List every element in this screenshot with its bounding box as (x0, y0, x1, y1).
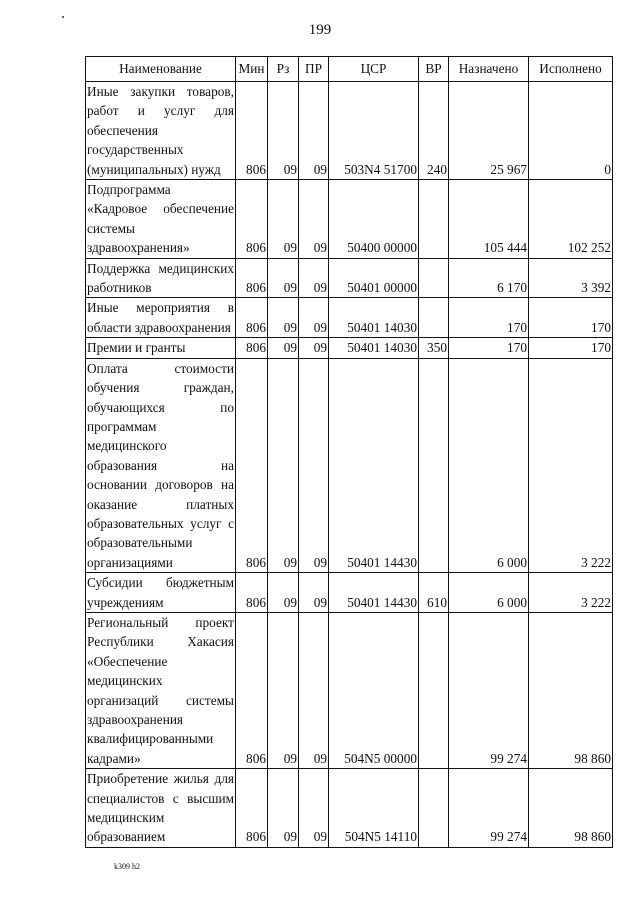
row-vr: 350 (419, 338, 449, 358)
row-min: 806 (236, 258, 268, 298)
table-row (86, 180, 613, 259)
row-name: Иные мероприятия в области здравоохранения (86, 298, 236, 338)
row-executed: 170 (529, 338, 613, 358)
row-pr: 09 (299, 612, 329, 768)
header-min: Мин (236, 57, 268, 82)
row-min: 806 (236, 298, 268, 338)
row-min: 806 (236, 573, 268, 613)
header-csr: ЦСР (329, 57, 419, 82)
row-rz: 09 (268, 258, 299, 298)
row-name: Оплата стоимости обучения граждан, обучающихся по программам медицинского образования на основании договоров на оказание платных образовательных услуг с образовательными организациями (86, 358, 236, 572)
row-executed: 3 392 (529, 258, 613, 298)
table-row (86, 298, 613, 338)
row-assigned: 170 (449, 338, 529, 358)
row-pr: 09 (299, 258, 329, 298)
page-number: 199 (308, 22, 332, 38)
row-name: Региональный проект Республики Хакасия «Обеспечение медицинских организаций системы здравоохранения квалифицированными кадрами» (86, 612, 236, 768)
table-row (86, 82, 613, 180)
row-assigned: 6 000 (449, 358, 529, 572)
row-rz: 09 (268, 769, 299, 848)
row-name: Премии и гранты (86, 338, 236, 358)
row-executed: 98 860 (529, 769, 613, 848)
row-pr: 09 (299, 769, 329, 848)
table-row (86, 573, 613, 613)
row-vr (419, 298, 449, 338)
row-executed: 170 (529, 298, 613, 338)
row-pr: 09 (299, 82, 329, 180)
header-assigned: Назначено (449, 57, 529, 82)
row-csr: 50401 00000 (329, 258, 419, 298)
row-name: Подпрограмма «Кадровое обеспечение системы здравоохранения» (86, 180, 236, 259)
row-executed: 3 222 (529, 358, 613, 572)
row-pr: 09 (299, 180, 329, 259)
table-row (86, 358, 613, 572)
row-csr: 50401 14030 (329, 298, 419, 338)
row-pr: 09 (299, 358, 329, 572)
row-vr: 240 (419, 82, 449, 180)
row-min: 806 (236, 769, 268, 848)
row-executed: 0 (529, 82, 613, 180)
row-pr: 09 (299, 573, 329, 613)
row-rz: 09 (268, 573, 299, 613)
row-vr (419, 180, 449, 259)
row-name: Поддержка медицинских работников (86, 258, 236, 298)
row-vr (419, 358, 449, 572)
row-rz: 09 (268, 180, 299, 259)
row-csr: 503N4 51700 (329, 82, 419, 180)
row-name: Субсидии бюджетным учреждениям (86, 573, 236, 613)
row-vr: 610 (419, 573, 449, 613)
row-pr: 09 (299, 338, 329, 358)
scan-speck (62, 16, 64, 18)
row-rz: 09 (268, 612, 299, 768)
row-rz: 09 (268, 338, 299, 358)
row-assigned: 6 170 (449, 258, 529, 298)
row-csr: 504N5 00000 (329, 612, 419, 768)
table-row (86, 258, 613, 298)
row-executed: 102 252 (529, 180, 613, 259)
header-pr: ПР (299, 57, 329, 82)
row-rz: 09 (268, 298, 299, 338)
row-executed: 98 860 (529, 612, 613, 768)
header-executed: Исполнено (529, 57, 613, 82)
header-vr: ВР (419, 57, 449, 82)
row-vr (419, 769, 449, 848)
row-csr: 50400 00000 (329, 180, 419, 259)
row-min: 806 (236, 612, 268, 768)
row-rz: 09 (268, 358, 299, 572)
row-csr: 50401 14430 (329, 358, 419, 572)
row-csr: 504N5 14110 (329, 769, 419, 848)
header-rz: Рз (268, 57, 299, 82)
row-assigned: 6 000 (449, 573, 529, 613)
row-min: 806 (236, 358, 268, 572)
row-assigned: 99 274 (449, 612, 529, 768)
row-min: 806 (236, 180, 268, 259)
row-assigned: 25 967 (449, 82, 529, 180)
row-vr (419, 612, 449, 768)
footer-code: k309 h2 (114, 862, 140, 871)
row-assigned: 99 274 (449, 769, 529, 848)
table-row (86, 612, 613, 768)
row-assigned: 170 (449, 298, 529, 338)
row-executed: 3 222 (529, 573, 613, 613)
row-name: Приобретение жилья для специалистов с высшим медицинским образованием (86, 769, 236, 848)
row-rz: 09 (268, 82, 299, 180)
row-min: 806 (236, 338, 268, 358)
row-csr: 50401 14430 (329, 573, 419, 613)
row-vr (419, 258, 449, 298)
row-min: 806 (236, 82, 268, 180)
row-csr: 50401 14030 (329, 338, 419, 358)
table-row (86, 769, 613, 848)
table-header-row (86, 57, 613, 82)
budget-table (85, 56, 613, 848)
table-row (86, 338, 613, 358)
row-name: Иные закупки товаров, работ и услуг для обеспечения государственных (муниципальных) нужд (86, 82, 236, 180)
header-name: Наименование (86, 57, 236, 82)
row-pr: 09 (299, 298, 329, 338)
row-assigned: 105 444 (449, 180, 529, 259)
